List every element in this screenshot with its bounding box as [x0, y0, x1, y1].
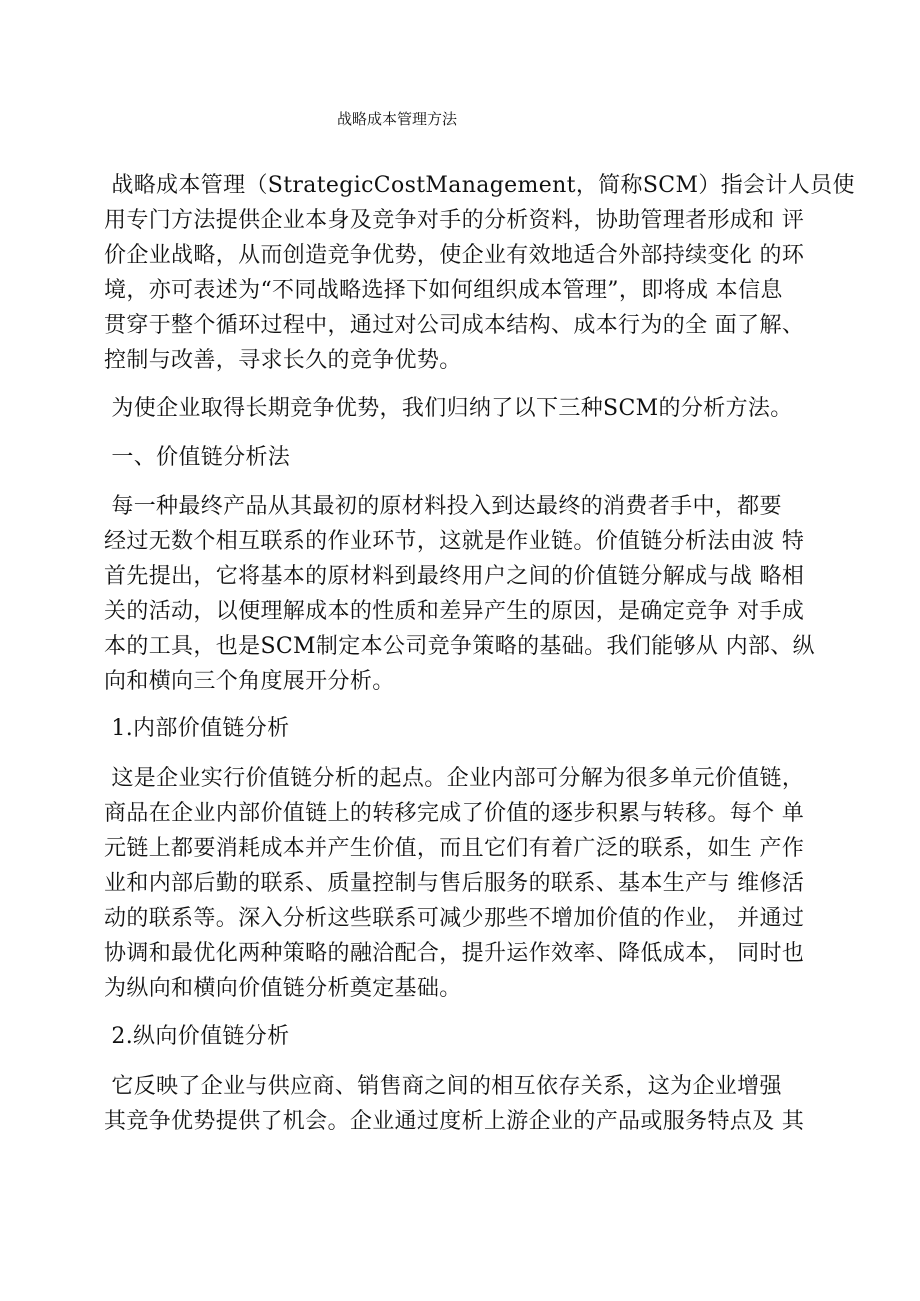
subsection-heading: 2.纵向价值链分析 [104, 1024, 290, 1049]
paragraph-line: 协调和最优化两种策略的融洽配合，提升运作效率、降低成本， 同时也 [104, 941, 805, 966]
paragraph-line: 贯穿于整个循环过程中，通过对公司成本结构、成本行为的全 面了解、 [104, 313, 805, 338]
paragraph-line: 它反映了企业与供应商、销售商之间的相互依存关系，这为企业增强 [104, 1074, 782, 1099]
paragraph-line: 其竞争优势提供了机会。企业通过度析上游企业的产品或服务特点及 其 [104, 1109, 805, 1134]
paragraph-line: 每一种最终产品从其最初的原材料投入到达最终的消费者手中，都要 [104, 494, 782, 519]
paragraph-line: 为纵向和横向价值链分析奠定基础。 [104, 976, 462, 1001]
paragraph-line: 首先提出，它将基本的原材料到最终用户之间的价值链分解成与战 略相 [104, 564, 805, 589]
paragraph-line: 商品在企业内部价值链上的转移完成了价值的逐步积累与转移。每个 单 [104, 801, 805, 826]
paragraph-line: 用专门方法提供企业本身及竞争对手的分析资料，协助管理者形成和 评 [104, 208, 805, 233]
paragraph-line: 控制与改善，寻求长久的竞争优势。 [104, 348, 462, 373]
paragraph-line: 向和横向三个角度展开分析。 [104, 669, 395, 694]
subsection-heading: 1.内部价值链分析 [104, 716, 290, 741]
paragraph-line: 为使企业取得长期竞争优势，我们归纳了以下三种SCM的分析方法。 [104, 396, 793, 421]
paragraph-line: 这是企业实行价值链分析的起点。企业内部可分解为很多单元价值链， [104, 766, 805, 791]
paragraph-line: 本的工具，也是SCM制定本公司竞争策略的基础。我们能够从 内部、纵 [104, 634, 815, 659]
section-heading: 一、价值链分析法 [104, 445, 291, 470]
paragraph-line: 境，亦可表述为“不同战略选择下如何组织成本管理”，即将成 本信息 [104, 278, 783, 303]
paragraph-line: 经过无数个相互联系的作业环节，这就是作业链。价值链分析法由波 特 [104, 529, 805, 554]
paragraph-line: 动的联系等。深入分析这些联系可减少那些不增加价值的作业， 并通过 [104, 906, 805, 931]
document-title: 战略成本管理方法 [337, 110, 458, 128]
paragraph-line: 业和内部后勤的联系、质量控制与售后服务的联系、基本生产与 维修活 [104, 871, 805, 896]
paragraph-line: 元链上都要消耗成本并产生价值，而且它们有着广泛的联系，如生 产作 [104, 836, 805, 861]
paragraph-line: 价企业战略，从而创造竞争优势，使企业有效地适合外部持续变化 的环 [104, 243, 805, 268]
paragraph-line: 关的活动，以便理解成本的性质和差异产生的原因，是确定竞争 对手成 [104, 599, 805, 624]
paragraph-line: 战略成本管理（StrategicCostManagement，简称SCM）指会计人员使 [104, 173, 855, 198]
